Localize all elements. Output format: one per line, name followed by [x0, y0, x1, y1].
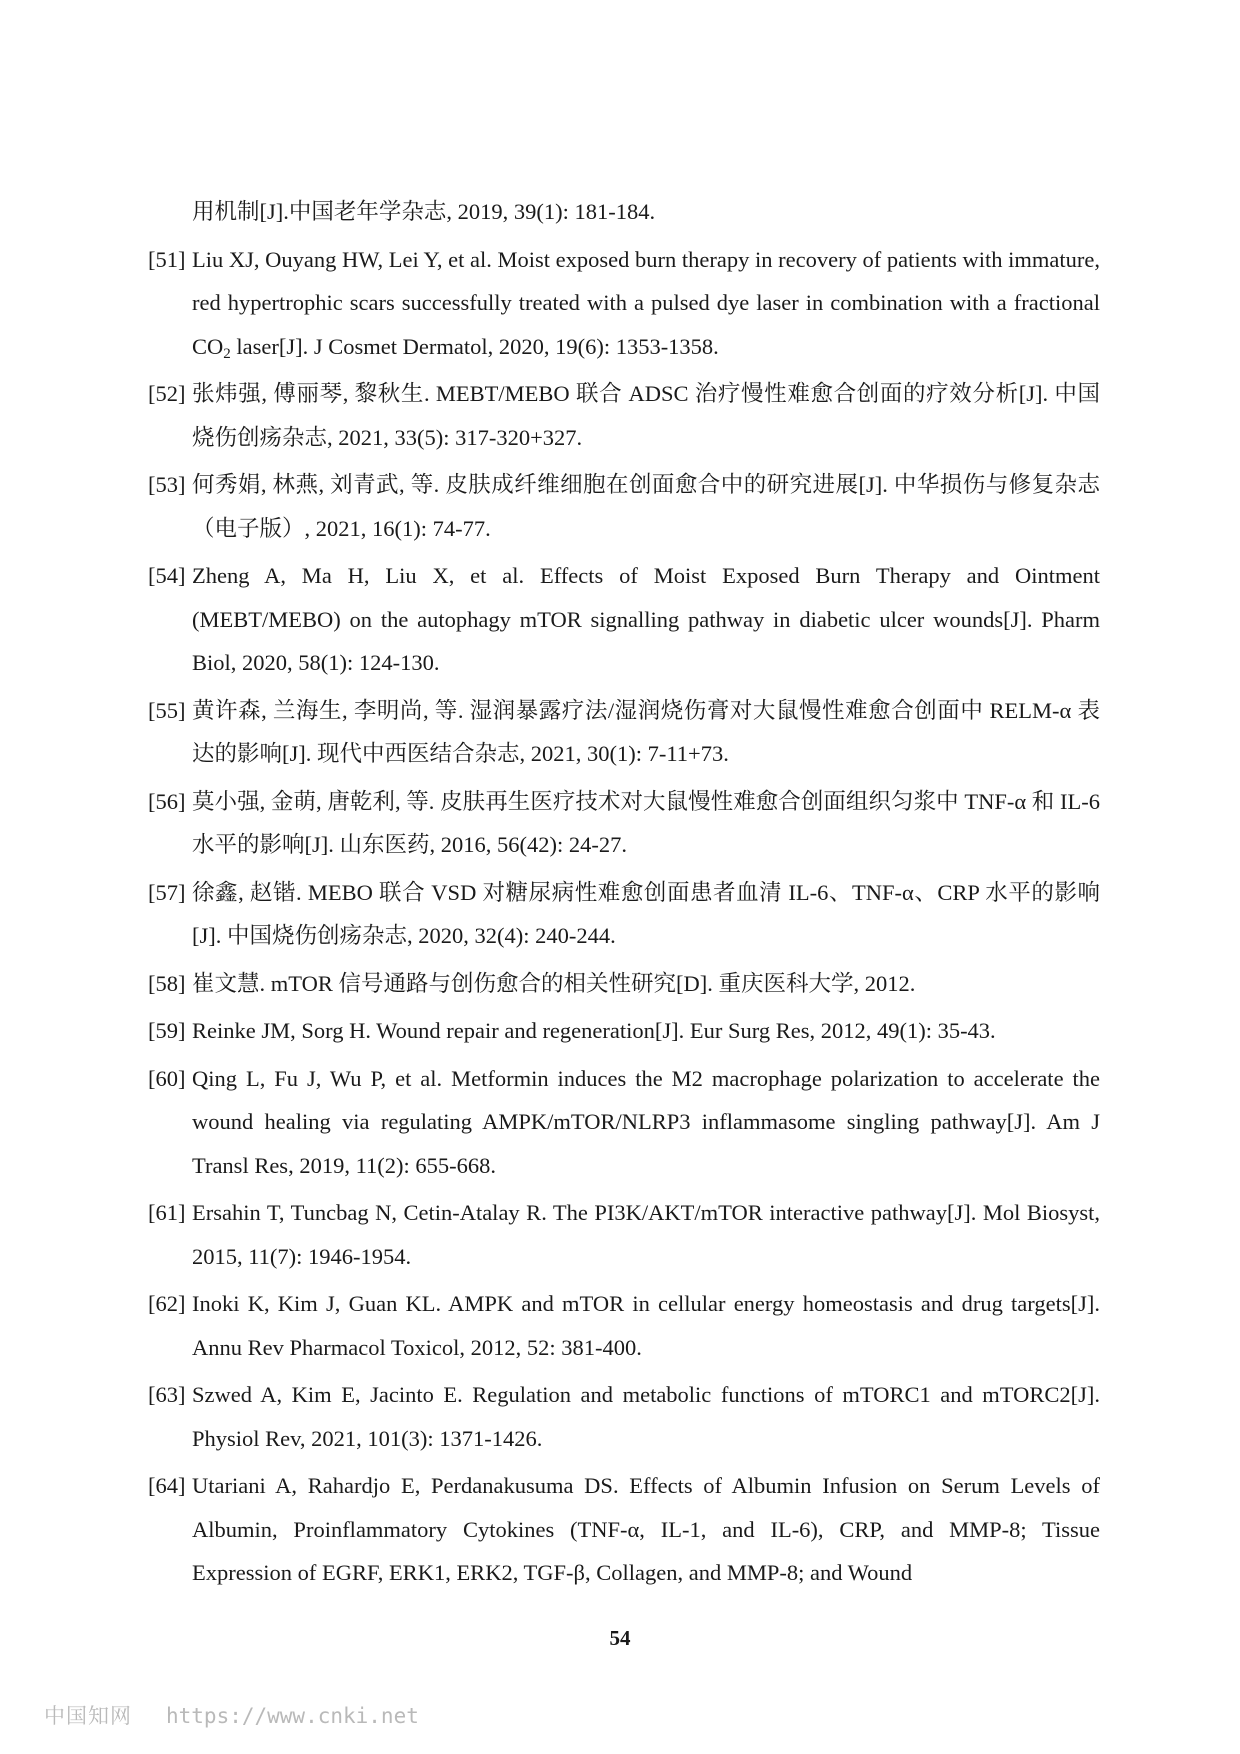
reference-text: 莫小强, 金萌, 唐乾利, 等. 皮肤再生医疗技术对大鼠慢性难愈合创面组织匀浆中 TNF-α 和 IL-6 水平的影响[J]. 山东医药, 2016, 56(42): 24-27. [192, 788, 1100, 857]
reference-number: [57] [148, 879, 186, 905]
reference-text: 张炜强, 傅丽琴, 黎秋生. MEBT/MEBO 联合 ADSC 治疗慢性难愈合创面的疗效分析[J]. 中国烧伤创疡杂志, 2021, 33(5): 317-320+327. [192, 381, 1100, 450]
watermark-brand: 中国知网 [44, 1704, 132, 1728]
reference-list [148, 190, 1100, 1599]
reference-text: Reinke JM, Sorg H. Wound repair and regeneration[J]. Eur Surg Res, 2012, 49(1): 35-43. [192, 1018, 996, 1043]
reference-54 [148, 554, 1100, 685]
subscript: 2 [223, 345, 231, 362]
reference-text: 崔文慧. mTOR 信号通路与创伤愈合的相关性研究[D]. 重庆医科大学, 2012. [192, 970, 916, 996]
watermark-url: https://www.cnki.net [166, 1704, 419, 1728]
reference-61 [148, 1191, 1100, 1278]
reference-text: Liu XJ, Ouyang HW, Lei Y, et al. Moist exposed burn therapy in recovery of patients with immature, red hypertrophic scars successfully treated with a pulsed dye laser in combination with a fractional $CO_2$ laser[J]. J Cosmet Dermatol, 2020, 19(6): 1353-1358. [192, 246, 1100, 362]
reference-58 [148, 962, 1100, 1006]
continued-reference-text: 用机制[J].中国老年学杂志, 2019, 39(1): 181-184. [192, 199, 656, 224]
reference-number: [61] [148, 1200, 186, 1225]
reference-number: [64] [148, 1473, 186, 1498]
reference-text: Szwed A, Kim E, Jacinto E. Regulation and metabolic functions of mTORC1 and mTORC2[J]. Physiol Rev, 2021, 101(3): 1371-1426. [192, 1382, 1100, 1451]
reference-63 [148, 1373, 1100, 1460]
reference-number: [52] [148, 381, 186, 406]
reference-number: [63] [148, 1382, 186, 1407]
reference-52 [148, 372, 1100, 459]
cnki-watermark [44, 1700, 419, 1730]
reference-number: [56] [148, 788, 186, 814]
reference-text: 何秀娟, 林燕, 刘青武, 等. 皮肤成纤维细胞在创面愈合中的研究进展[J]. 中华损伤与修复杂志（电子版）, 2021, 16(1): 74-77. [192, 472, 1100, 541]
reference-text: Zheng A, Ma H, Liu X, et al. Effects of Moist Exposed Burn Therapy and Ointment (MEBT/MEBO) on the autophagy mTOR signalling pathway in diabetic ulcer wounds[J]. Pharm Biol, 2020, 58(1): 124-130. [192, 563, 1100, 675]
reference-51 [148, 238, 1100, 369]
reference-53 [148, 463, 1100, 550]
reference-text: Qing L, Fu J, Wu P, et al. Metformin induces the M2 macrophage polarization to accelerate the wound healing via regulating AMPK/mTOR/NLRP3 inflammasome singling pathway[J]. Am J Transl Res, 2019, 11(2): 655-668. [192, 1065, 1100, 1178]
reference-number: [51] [148, 246, 186, 272]
reference-62 [148, 1282, 1100, 1369]
reference-text: Utariani A, Rahardjo E, Perdanakusuma DS. Effects of Albumin Infusion on Serum Levels of Albumin, Proinflammatory Cytokines (TNF-α, IL-1, and IL-6), CRP, and MMP-8; Tissue Expression of EGRF, ERK1, ERK2, TGF-β, Collagen, and MMP-8; and Wound [192, 1473, 1100, 1585]
reference-64 [148, 1464, 1100, 1595]
reference-text: 黄许森, 兰海生, 李明尚, 等. 湿润暴露疗法/湿润烧伤膏对大鼠慢性难愈合创面中 RELM-α 表达的影响[J]. 现代中西医结合杂志, 2021, 30(1): 7-11+73. [192, 697, 1100, 766]
page-number: 54 [609, 1626, 631, 1650]
reference-55 [148, 689, 1100, 776]
reference-number: [59] [148, 1018, 186, 1043]
reference-60 [148, 1057, 1100, 1188]
reference-text: Ersahin T, Tuncbag N, Cetin-Atalay R. The PI3K/AKT/mTOR interactive pathway[J]. Mol Biosyst, 2015, 11(7): 1946-1954. [192, 1200, 1100, 1269]
reference-number: [60] [148, 1065, 186, 1091]
reference-59 [148, 1009, 1100, 1053]
reference-number: [58] [148, 970, 186, 996]
reference-text: 徐鑫, 赵锴. MEBO 联合 VSD 对糖尿病性难愈创面患者血清 IL-6、TNF-α、CRP 水平的影响[J]. 中国烧伤创疡杂志, 2020, 32(4): 240-244. [192, 879, 1100, 948]
reference-number: [55] [148, 697, 186, 723]
reference-text: Inoki K, Kim J, Guan KL. AMPK and mTOR in cellular energy homeostasis and drug targets[J]. Annu Rev Pharmacol Toxicol, 2012, 52: 381-400. [192, 1291, 1100, 1360]
reference-57 [148, 871, 1100, 958]
reference-number: [53] [148, 472, 186, 497]
reference-number: [54] [148, 563, 186, 588]
reference-number: [62] [148, 1291, 186, 1316]
reference-56 [148, 780, 1100, 867]
